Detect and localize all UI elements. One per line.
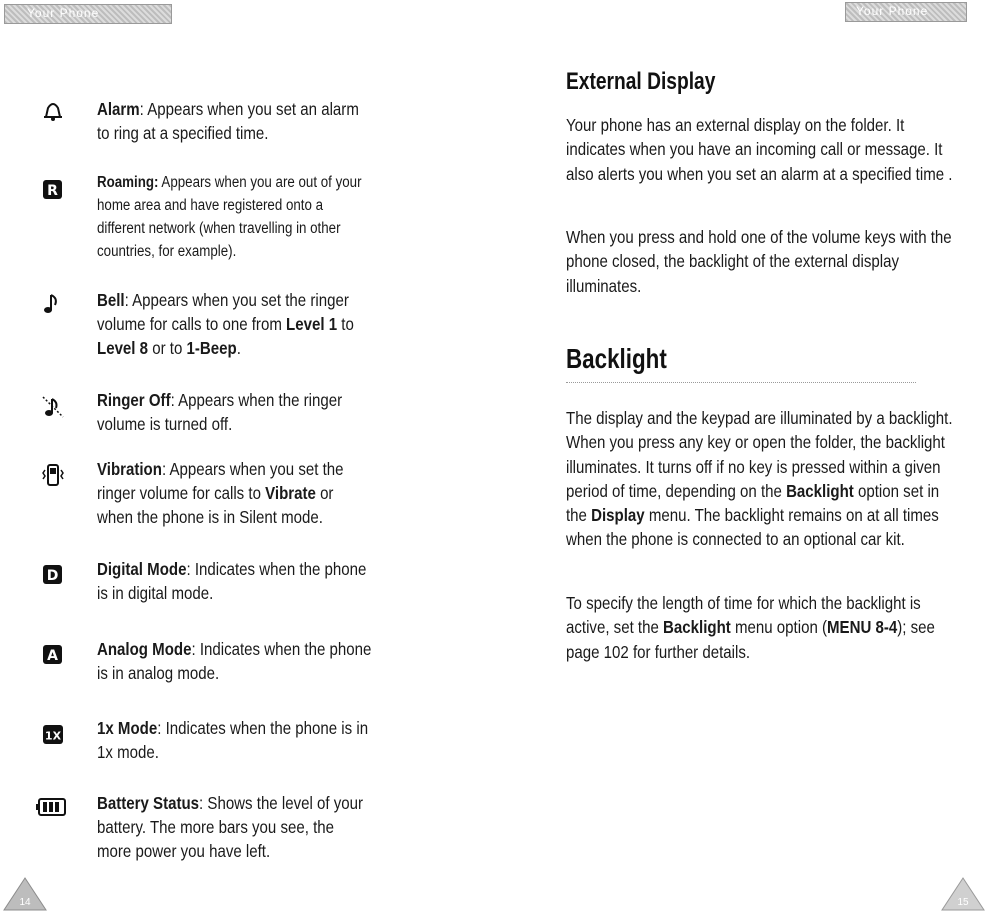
external-display-paragraph-2: When you press and hold one of the volume keys with the phone closed, the backlight of the external display illuminates. xyxy=(566,227,952,296)
page-number-right-label: 15 xyxy=(957,897,969,908)
bell-text-d: . xyxy=(236,338,241,358)
backlight-p2-bold-2: MENU 8-4 xyxy=(827,617,898,638)
roaming-entry xyxy=(97,171,372,263)
1x-mode-title: 1x Mode xyxy=(97,718,158,738)
roaming-text: Appears when you are out of your home area and have registered onto a different network (when travelling in other countries, for example). xyxy=(97,174,362,260)
digital-mode-text: : Indicates when the phone is in digital mode. xyxy=(97,559,367,603)
bell-entry xyxy=(97,288,372,360)
analog-mode-entry xyxy=(97,637,372,685)
alarm-entry xyxy=(97,97,372,145)
backlight-p2-c: menu option ( xyxy=(730,617,828,638)
digital-mode-entry xyxy=(97,557,372,605)
battery-icon xyxy=(36,794,68,820)
backlight-p1-bold-2: Display xyxy=(591,505,645,526)
vibration-text-a: : Appears when you set the ringer volume for calls to xyxy=(97,459,344,503)
battery-entry xyxy=(97,791,372,863)
bell-note-icon xyxy=(40,290,66,316)
vibration-icon xyxy=(40,462,66,488)
digital-mode-title: Digital Mode xyxy=(97,559,187,579)
backlight-paragraph-1 xyxy=(566,406,962,552)
svg-text:1X: 1X xyxy=(44,729,62,743)
1x-mode-text: : Indicates when the phone is in 1x mode. xyxy=(97,718,369,762)
alarm-title: Alarm xyxy=(97,99,140,119)
bell-bold-a: Level 1 xyxy=(286,314,338,334)
vibration-text-b: or when the phone is in Silent mode. xyxy=(97,483,334,527)
alarm-bell-icon xyxy=(40,97,66,123)
bell-title: Bell xyxy=(97,290,125,310)
alarm-text: : Appears when you set an alarm to ring at a specified time. xyxy=(97,99,359,143)
roaming-title: Roaming: xyxy=(97,174,159,191)
backlight-p1-c: option set in the xyxy=(566,480,940,526)
ringer-off-icon xyxy=(40,393,66,419)
1x-mode-icon xyxy=(40,721,66,747)
battery-title: Battery Status xyxy=(97,793,200,813)
svg-text:D: D xyxy=(46,568,59,584)
ringer-off-title: Ringer Off xyxy=(97,390,171,410)
roaming-r-icon xyxy=(40,176,66,202)
header-tab-left-label: Your Phone xyxy=(27,6,100,20)
backlight-p2-bold-1: Backlight xyxy=(663,617,731,638)
1x-mode-entry xyxy=(97,716,372,764)
analog-mode-text: : Indicates when the phone is in analog mode. xyxy=(97,639,372,683)
digital-mode-icon xyxy=(40,561,66,587)
backlight-heading: Backlight xyxy=(566,343,667,374)
backlight-p1-d: menu. The backlight remains on at all times when the phone is connected to an optional car kit. xyxy=(566,505,939,550)
backlight-p2-d: ); see page 102 for further details. xyxy=(566,617,935,662)
header-tab-left xyxy=(4,4,172,24)
svg-text:R: R xyxy=(47,183,58,199)
external-display-paragraph-1: Your phone has an external display on the folder. It indicates when you have an incoming call or message. It also alerts you when you set an alarm at a specified time . xyxy=(566,115,953,184)
bell-bold-c: 1-Beep xyxy=(186,338,237,358)
header-tab-right-label: Your Phone xyxy=(856,4,929,18)
bell-text-c: or to xyxy=(148,338,187,358)
backlight-p1-a: The display and the keypad are illuminated by a backlight. When you press any key or open the folder, the backlight illuminates. It turns off if no key is pressed within a given period of time, depending on the xyxy=(566,408,953,501)
svg-text:A: A xyxy=(47,648,58,664)
header-tab-right xyxy=(845,2,967,22)
page-number-left-label: 14 xyxy=(19,897,31,908)
ringer-off-text: : Appears when the ringer volume is turned off. xyxy=(97,390,343,434)
heading-rule xyxy=(566,382,916,383)
battery-text: : Shows the level of your battery. The more bars you see, the more power you have left. xyxy=(97,793,364,861)
bell-text-b: to xyxy=(337,314,354,334)
bell-text-a: : Appears when you set the ringer volume for calls to one from xyxy=(97,290,349,334)
vibration-bold-a: Vibrate xyxy=(265,483,316,503)
page-number-right xyxy=(940,876,986,912)
vibration-entry xyxy=(97,457,372,529)
external-display-heading: External Display xyxy=(566,68,716,95)
ringer-off-entry xyxy=(97,388,372,436)
bell-bold-b: Level 8 xyxy=(97,338,149,358)
page-number-left xyxy=(2,876,48,912)
backlight-paragraph-2 xyxy=(566,591,962,664)
backlight-p2-a: To specify the length of time for which the backlight is active, set the xyxy=(566,593,921,638)
vibration-title: Vibration xyxy=(97,459,162,479)
backlight-p1-bold-1: Backlight xyxy=(786,480,854,501)
analog-mode-icon xyxy=(40,641,66,667)
analog-mode-title: Analog Mode xyxy=(97,639,192,659)
